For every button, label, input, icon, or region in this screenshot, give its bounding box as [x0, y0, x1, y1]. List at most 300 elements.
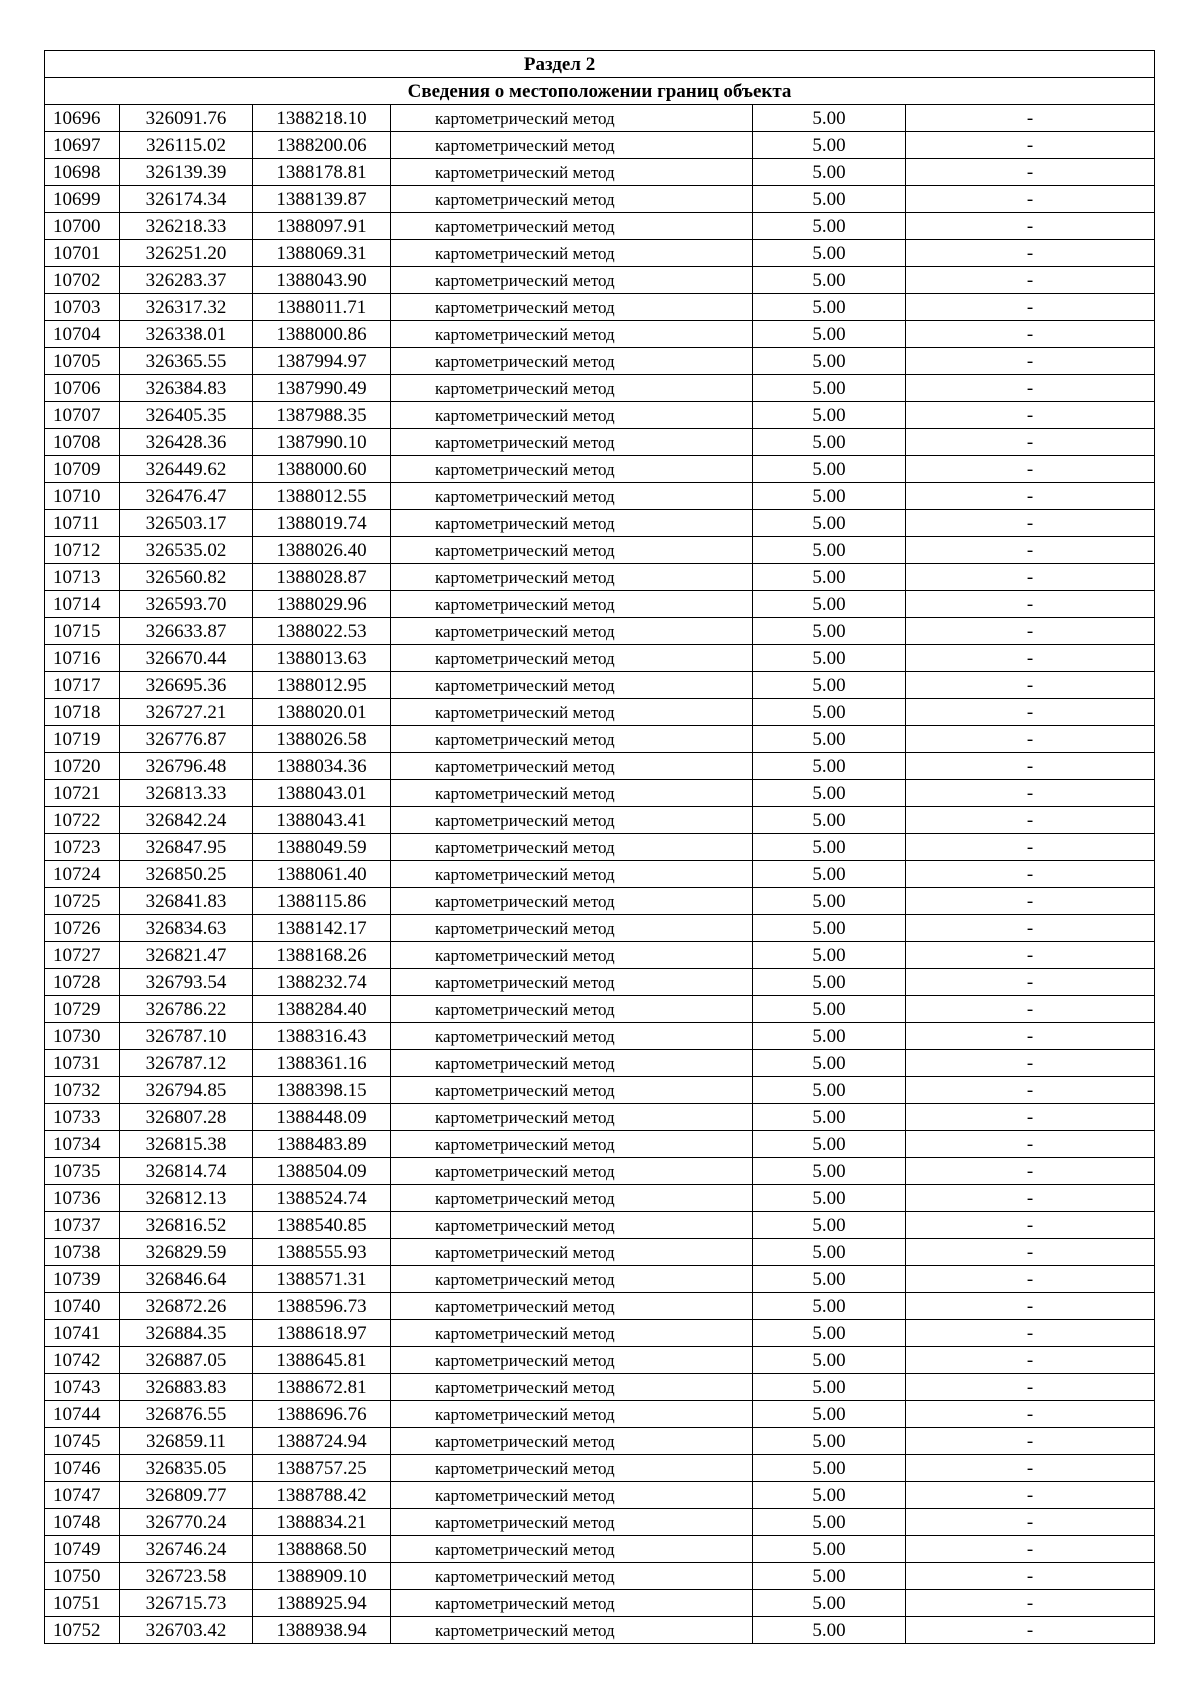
x-coordinate-cell: 326821.47 — [120, 942, 253, 969]
description-cell: - — [906, 1266, 1155, 1293]
y-coordinate-cell: 1388097.91 — [253, 213, 391, 240]
point-number-cell: 10709 — [45, 456, 120, 483]
description-cell: - — [906, 1050, 1155, 1077]
y-coordinate-cell: 1388178.81 — [253, 159, 391, 186]
description-cell: - — [906, 996, 1155, 1023]
accuracy-cell: 5.00 — [753, 888, 906, 915]
y-coordinate-cell: 1388026.58 — [253, 726, 391, 753]
point-number-cell: 10701 — [45, 240, 120, 267]
accuracy-cell: 5.00 — [753, 915, 906, 942]
x-coordinate-cell: 326746.24 — [120, 1536, 253, 1563]
table-row — [45, 213, 1155, 240]
description-cell: - — [906, 1401, 1155, 1428]
accuracy-cell: 5.00 — [753, 267, 906, 294]
accuracy-cell: 5.00 — [753, 807, 906, 834]
table-row — [45, 267, 1155, 294]
y-coordinate-cell: 1388316.43 — [253, 1023, 391, 1050]
description-cell: - — [906, 1536, 1155, 1563]
description-cell: - — [906, 1590, 1155, 1617]
accuracy-cell: 5.00 — [753, 456, 906, 483]
y-coordinate-cell: 1388524.74 — [253, 1185, 391, 1212]
table-row — [45, 132, 1155, 159]
table-row — [45, 537, 1155, 564]
x-coordinate-cell: 326814.74 — [120, 1158, 253, 1185]
method-cell: картометрический метод — [391, 1536, 753, 1563]
point-number-cell: 10721 — [45, 780, 120, 807]
accuracy-cell: 5.00 — [753, 375, 906, 402]
method-cell: картометрический метод — [391, 267, 753, 294]
point-number-cell: 10737 — [45, 1212, 120, 1239]
y-coordinate-cell: 1388555.93 — [253, 1239, 391, 1266]
point-number-cell: 10728 — [45, 969, 120, 996]
table-row — [45, 510, 1155, 537]
method-cell: картометрический метод — [391, 1050, 753, 1077]
x-coordinate-cell: 326405.35 — [120, 402, 253, 429]
y-coordinate-cell: 1388139.87 — [253, 186, 391, 213]
table-row — [45, 672, 1155, 699]
x-coordinate-cell: 326593.70 — [120, 591, 253, 618]
table-row — [45, 1455, 1155, 1482]
y-coordinate-cell: 1388020.01 — [253, 699, 391, 726]
table-row — [45, 159, 1155, 186]
accuracy-cell: 5.00 — [753, 1293, 906, 1320]
method-cell: картометрический метод — [391, 105, 753, 132]
point-number-cell: 10714 — [45, 591, 120, 618]
method-cell: картометрический метод — [391, 645, 753, 672]
x-coordinate-cell: 326829.59 — [120, 1239, 253, 1266]
accuracy-cell: 5.00 — [753, 1347, 906, 1374]
method-cell: картометрический метод — [391, 1401, 753, 1428]
y-coordinate-cell: 1388483.89 — [253, 1131, 391, 1158]
table-row — [45, 1617, 1155, 1644]
y-coordinate-cell: 1388115.86 — [253, 888, 391, 915]
description-cell: - — [906, 1617, 1155, 1644]
table-row — [45, 1374, 1155, 1401]
y-coordinate-cell: 1388361.16 — [253, 1050, 391, 1077]
table-row — [45, 348, 1155, 375]
point-number-cell: 10747 — [45, 1482, 120, 1509]
method-cell: картометрический метод — [391, 1347, 753, 1374]
accuracy-cell: 5.00 — [753, 1239, 906, 1266]
point-number-cell: 10734 — [45, 1131, 120, 1158]
description-cell: - — [906, 672, 1155, 699]
y-coordinate-cell: 1388028.87 — [253, 564, 391, 591]
method-cell: картометрический метод — [391, 1590, 753, 1617]
x-coordinate-cell: 326884.35 — [120, 1320, 253, 1347]
y-coordinate-cell: 1388540.85 — [253, 1212, 391, 1239]
table-body — [45, 51, 1155, 1644]
point-number-cell: 10718 — [45, 699, 120, 726]
y-coordinate-cell: 1388645.81 — [253, 1347, 391, 1374]
description-cell: - — [906, 1212, 1155, 1239]
accuracy-cell: 5.00 — [753, 1455, 906, 1482]
accuracy-cell: 5.00 — [753, 132, 906, 159]
table-row — [45, 1023, 1155, 1050]
x-coordinate-cell: 326695.36 — [120, 672, 253, 699]
description-cell: - — [906, 564, 1155, 591]
y-coordinate-cell: 1388834.21 — [253, 1509, 391, 1536]
point-number-cell: 10736 — [45, 1185, 120, 1212]
point-number-cell: 10730 — [45, 1023, 120, 1050]
point-number-cell: 10703 — [45, 294, 120, 321]
x-coordinate-cell: 326872.26 — [120, 1293, 253, 1320]
table-row — [45, 888, 1155, 915]
method-cell: картометрический метод — [391, 1320, 753, 1347]
description-cell: - — [906, 213, 1155, 240]
accuracy-cell: 5.00 — [753, 672, 906, 699]
accuracy-cell: 5.00 — [753, 1131, 906, 1158]
y-coordinate-cell: 1388049.59 — [253, 834, 391, 861]
point-number-cell: 10716 — [45, 645, 120, 672]
x-coordinate-cell: 326560.82 — [120, 564, 253, 591]
method-cell: картометрический метод — [391, 132, 753, 159]
x-coordinate-cell: 326670.44 — [120, 645, 253, 672]
accuracy-cell: 5.00 — [753, 1374, 906, 1401]
point-number-cell: 10700 — [45, 213, 120, 240]
method-cell: картометрический метод — [391, 861, 753, 888]
x-coordinate-cell: 326835.05 — [120, 1455, 253, 1482]
point-number-cell: 10711 — [45, 510, 120, 537]
point-number-cell: 10699 — [45, 186, 120, 213]
accuracy-cell: 5.00 — [753, 1050, 906, 1077]
description-cell: - — [906, 942, 1155, 969]
y-coordinate-cell: 1388571.31 — [253, 1266, 391, 1293]
x-coordinate-cell: 326317.32 — [120, 294, 253, 321]
description-cell: - — [906, 456, 1155, 483]
method-cell: картометрический метод — [391, 1455, 753, 1482]
method-cell: картометрический метод — [391, 969, 753, 996]
accuracy-cell: 5.00 — [753, 861, 906, 888]
section-label-cell — [45, 51, 1155, 78]
y-coordinate-cell: 1388000.86 — [253, 321, 391, 348]
point-number-cell: 10740 — [45, 1293, 120, 1320]
table-row — [45, 564, 1155, 591]
method-cell: картометрический метод — [391, 186, 753, 213]
point-number-cell: 10712 — [45, 537, 120, 564]
y-coordinate-cell: 1388019.74 — [253, 510, 391, 537]
accuracy-cell: 5.00 — [753, 402, 906, 429]
description-cell: - — [906, 537, 1155, 564]
point-number-cell: 10746 — [45, 1455, 120, 1482]
x-coordinate-cell: 326834.63 — [120, 915, 253, 942]
method-cell: картометрический метод — [391, 1131, 753, 1158]
description-cell: - — [906, 510, 1155, 537]
point-number-cell: 10698 — [45, 159, 120, 186]
x-coordinate-cell: 326812.13 — [120, 1185, 253, 1212]
description-cell: - — [906, 132, 1155, 159]
method-cell: картометрический метод — [391, 294, 753, 321]
x-coordinate-cell: 326847.95 — [120, 834, 253, 861]
x-coordinate-cell: 326365.55 — [120, 348, 253, 375]
method-cell: картометрический метод — [391, 240, 753, 267]
y-coordinate-cell: 1388232.74 — [253, 969, 391, 996]
point-number-cell: 10741 — [45, 1320, 120, 1347]
accuracy-cell: 5.00 — [753, 1104, 906, 1131]
y-coordinate-cell: 1388043.41 — [253, 807, 391, 834]
table-row — [45, 591, 1155, 618]
description-cell: - — [906, 294, 1155, 321]
y-coordinate-cell: 1388043.01 — [253, 780, 391, 807]
accuracy-cell: 5.00 — [753, 429, 906, 456]
y-coordinate-cell: 1388788.42 — [253, 1482, 391, 1509]
x-coordinate-cell: 326449.62 — [120, 456, 253, 483]
method-cell: картометрический метод — [391, 915, 753, 942]
table-row — [45, 1401, 1155, 1428]
accuracy-cell: 5.00 — [753, 942, 906, 969]
x-coordinate-cell: 326139.39 — [120, 159, 253, 186]
x-coordinate-cell: 326813.33 — [120, 780, 253, 807]
table-row — [45, 1563, 1155, 1590]
y-coordinate-cell: 1388448.09 — [253, 1104, 391, 1131]
point-number-cell: 10717 — [45, 672, 120, 699]
method-cell: картометрический метод — [391, 1617, 753, 1644]
accuracy-cell: 5.00 — [753, 105, 906, 132]
x-coordinate-cell: 326787.12 — [120, 1050, 253, 1077]
x-coordinate-cell: 326876.55 — [120, 1401, 253, 1428]
table-row — [45, 969, 1155, 996]
description-cell: - — [906, 1374, 1155, 1401]
method-cell: картометрический метод — [391, 1158, 753, 1185]
table-row — [45, 915, 1155, 942]
method-cell: картометрический метод — [391, 564, 753, 591]
accuracy-cell: 5.00 — [753, 726, 906, 753]
accuracy-cell: 5.00 — [753, 321, 906, 348]
table-row — [45, 456, 1155, 483]
point-number-cell: 10732 — [45, 1077, 120, 1104]
table-row — [45, 1428, 1155, 1455]
y-coordinate-cell: 1388011.71 — [253, 294, 391, 321]
point-number-cell: 10739 — [45, 1266, 120, 1293]
accuracy-cell: 5.00 — [753, 510, 906, 537]
point-number-cell: 10715 — [45, 618, 120, 645]
point-number-cell: 10722 — [45, 807, 120, 834]
x-coordinate-cell: 326815.38 — [120, 1131, 253, 1158]
accuracy-cell: 5.00 — [753, 483, 906, 510]
table-row — [45, 780, 1155, 807]
x-coordinate-cell: 326251.20 — [120, 240, 253, 267]
method-cell: картометрический метод — [391, 780, 753, 807]
method-cell: картометрический метод — [391, 591, 753, 618]
accuracy-cell: 5.00 — [753, 1428, 906, 1455]
y-coordinate-cell: 1387988.35 — [253, 402, 391, 429]
accuracy-cell: 5.00 — [753, 159, 906, 186]
x-coordinate-cell: 326794.85 — [120, 1077, 253, 1104]
method-cell: картометрический метод — [391, 402, 753, 429]
y-coordinate-cell: 1387990.49 — [253, 375, 391, 402]
point-number-cell: 10744 — [45, 1401, 120, 1428]
description-cell: - — [906, 1509, 1155, 1536]
table-row — [45, 1104, 1155, 1131]
method-cell: картометрический метод — [391, 834, 753, 861]
description-cell: - — [906, 240, 1155, 267]
table-row — [45, 1482, 1155, 1509]
accuracy-cell: 5.00 — [753, 618, 906, 645]
x-coordinate-cell: 326428.36 — [120, 429, 253, 456]
method-cell: картометрический метод — [391, 375, 753, 402]
x-coordinate-cell: 326723.58 — [120, 1563, 253, 1590]
x-coordinate-cell: 326841.83 — [120, 888, 253, 915]
point-number-cell: 10727 — [45, 942, 120, 969]
accuracy-cell: 5.00 — [753, 699, 906, 726]
table-row — [45, 1050, 1155, 1077]
x-coordinate-cell: 326384.83 — [120, 375, 253, 402]
method-cell: картометрический метод — [391, 888, 753, 915]
table-row — [45, 186, 1155, 213]
y-coordinate-cell: 1388672.81 — [253, 1374, 391, 1401]
accuracy-cell: 5.00 — [753, 1185, 906, 1212]
x-coordinate-cell: 326796.48 — [120, 753, 253, 780]
y-coordinate-cell: 1388069.31 — [253, 240, 391, 267]
description-cell: - — [906, 402, 1155, 429]
description-cell: - — [906, 429, 1155, 456]
section-label: Раздел 2 — [523, 53, 596, 75]
point-number-cell: 10743 — [45, 1374, 120, 1401]
table-row — [45, 807, 1155, 834]
description-cell: - — [906, 753, 1155, 780]
method-cell: картометрический метод — [391, 618, 753, 645]
y-coordinate-cell: 1388218.10 — [253, 105, 391, 132]
table-row — [45, 1347, 1155, 1374]
description-cell: - — [906, 807, 1155, 834]
x-coordinate-cell: 326091.76 — [120, 105, 253, 132]
description-cell: - — [906, 1077, 1155, 1104]
accuracy-cell: 5.00 — [753, 1482, 906, 1509]
description-cell: - — [906, 834, 1155, 861]
description-cell: - — [906, 375, 1155, 402]
table-row — [45, 1590, 1155, 1617]
x-coordinate-cell: 326887.05 — [120, 1347, 253, 1374]
point-number-cell: 10702 — [45, 267, 120, 294]
y-coordinate-cell: 1388043.90 — [253, 267, 391, 294]
description-cell: - — [906, 699, 1155, 726]
table-row — [45, 321, 1155, 348]
description-cell: - — [906, 1293, 1155, 1320]
description-cell: - — [906, 1185, 1155, 1212]
x-coordinate-cell: 326859.11 — [120, 1428, 253, 1455]
point-number-cell: 10719 — [45, 726, 120, 753]
y-coordinate-cell: 1388029.96 — [253, 591, 391, 618]
description-cell: - — [906, 1320, 1155, 1347]
method-cell: картометрический метод — [391, 1104, 753, 1131]
x-coordinate-cell: 326846.64 — [120, 1266, 253, 1293]
x-coordinate-cell: 326786.22 — [120, 996, 253, 1023]
y-coordinate-cell: 1388284.40 — [253, 996, 391, 1023]
table-row — [45, 1131, 1155, 1158]
description-cell: - — [906, 780, 1155, 807]
table-title: Сведения о местоположении границ объекта — [45, 78, 1155, 105]
y-coordinate-cell: 1388596.73 — [253, 1293, 391, 1320]
accuracy-cell: 5.00 — [753, 753, 906, 780]
accuracy-cell: 5.00 — [753, 186, 906, 213]
point-number-cell: 10696 — [45, 105, 120, 132]
y-coordinate-cell: 1388909.10 — [253, 1563, 391, 1590]
table-row — [45, 861, 1155, 888]
point-number-cell: 10749 — [45, 1536, 120, 1563]
table-row — [45, 1077, 1155, 1104]
description-cell: - — [906, 618, 1155, 645]
point-number-cell: 10748 — [45, 1509, 120, 1536]
table-row — [45, 1239, 1155, 1266]
point-number-cell: 10720 — [45, 753, 120, 780]
y-coordinate-cell: 1388012.55 — [253, 483, 391, 510]
method-cell: картометрический метод — [391, 321, 753, 348]
point-number-cell: 10726 — [45, 915, 120, 942]
method-cell: картометрический метод — [391, 996, 753, 1023]
description-cell: - — [906, 348, 1155, 375]
x-coordinate-cell: 326883.83 — [120, 1374, 253, 1401]
accuracy-cell: 5.00 — [753, 1563, 906, 1590]
method-cell: картометрический метод — [391, 1185, 753, 1212]
point-number-cell: 10705 — [45, 348, 120, 375]
point-number-cell: 10708 — [45, 429, 120, 456]
x-coordinate-cell: 326770.24 — [120, 1509, 253, 1536]
method-cell: картометрический метод — [391, 807, 753, 834]
method-cell: картометрический метод — [391, 1563, 753, 1590]
accuracy-cell: 5.00 — [753, 1617, 906, 1644]
point-number-cell: 10724 — [45, 861, 120, 888]
y-coordinate-cell: 1388022.53 — [253, 618, 391, 645]
point-number-cell: 10706 — [45, 375, 120, 402]
x-coordinate-cell: 326535.02 — [120, 537, 253, 564]
method-cell: картометрический метод — [391, 483, 753, 510]
description-cell: - — [906, 726, 1155, 753]
accuracy-cell: 5.00 — [753, 1320, 906, 1347]
description-cell: - — [906, 1131, 1155, 1158]
accuracy-cell: 5.00 — [753, 1023, 906, 1050]
x-coordinate-cell: 326807.28 — [120, 1104, 253, 1131]
table-row — [45, 294, 1155, 321]
method-cell: картометрический метод — [391, 1509, 753, 1536]
point-number-cell: 10729 — [45, 996, 120, 1023]
x-coordinate-cell: 326850.25 — [120, 861, 253, 888]
method-cell: картометрический метод — [391, 1212, 753, 1239]
method-cell: картометрический метод — [391, 699, 753, 726]
table-row — [45, 996, 1155, 1023]
accuracy-cell: 5.00 — [753, 969, 906, 996]
method-cell: картометрический метод — [391, 753, 753, 780]
section-row — [45, 51, 1155, 78]
point-number-cell: 10733 — [45, 1104, 120, 1131]
y-coordinate-cell: 1388938.94 — [253, 1617, 391, 1644]
point-number-cell: 10723 — [45, 834, 120, 861]
accuracy-cell: 5.00 — [753, 1590, 906, 1617]
x-coordinate-cell: 326727.21 — [120, 699, 253, 726]
accuracy-cell: 5.00 — [753, 240, 906, 267]
table-row — [45, 429, 1155, 456]
description-cell: - — [906, 1239, 1155, 1266]
point-number-cell: 10731 — [45, 1050, 120, 1077]
x-coordinate-cell: 326283.37 — [120, 267, 253, 294]
point-number-cell: 10751 — [45, 1590, 120, 1617]
y-coordinate-cell: 1388142.17 — [253, 915, 391, 942]
description-cell: - — [906, 105, 1155, 132]
method-cell: картометрический метод — [391, 1077, 753, 1104]
accuracy-cell: 5.00 — [753, 1077, 906, 1104]
table-row — [45, 618, 1155, 645]
accuracy-cell: 5.00 — [753, 1212, 906, 1239]
y-coordinate-cell: 1388696.76 — [253, 1401, 391, 1428]
description-cell: - — [906, 1104, 1155, 1131]
x-coordinate-cell: 326503.17 — [120, 510, 253, 537]
table-row — [45, 645, 1155, 672]
method-cell: картометрический метод — [391, 1293, 753, 1320]
method-cell: картометрический метод — [391, 1428, 753, 1455]
table-row — [45, 375, 1155, 402]
boundary-coordinates-table — [44, 50, 1155, 1644]
table-row — [45, 1158, 1155, 1185]
method-cell: картометрический метод — [391, 537, 753, 564]
description-cell: - — [906, 861, 1155, 888]
